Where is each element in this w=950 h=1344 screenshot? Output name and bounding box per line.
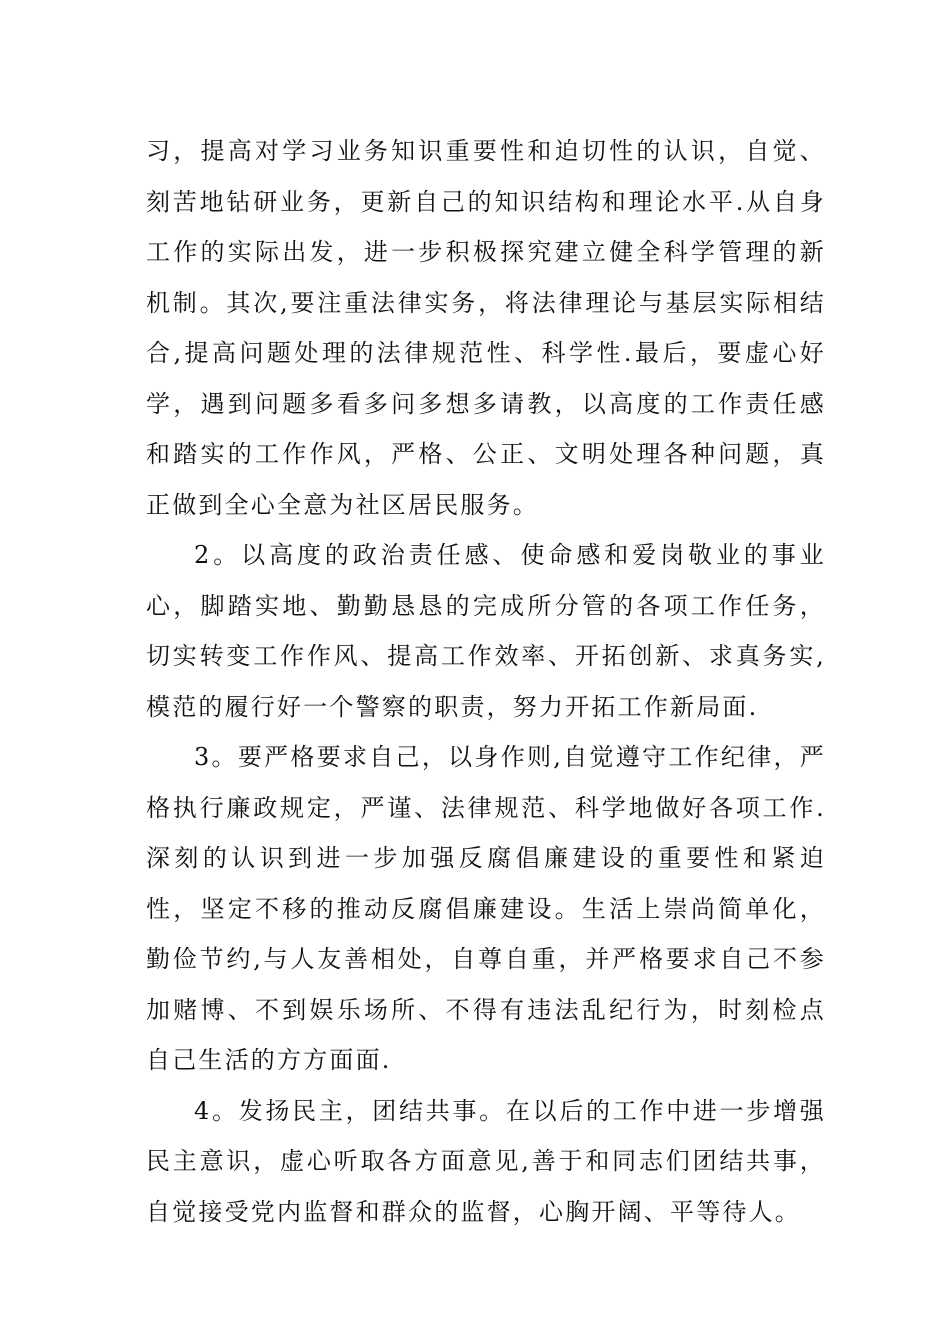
document-page — [146, 126, 826, 1237]
paragraph-item-2: 2。以高度的政治责任感、使命感和爱岗敬业的事业心，脚踏实地、勤勤恳恳的完成所分管的各项工作任务，切实转变工作作风、提高工作效率、开拓创新、求真务实,模范的履行好一个警察的职责，努力开拓工作新局面. — [146, 541, 826, 721]
paragraph-item-3: 3。要严格要求自己，以身作则,自觉遵守工作纪律，严格执行廉政规定，严谨、法律规范、科学地做好各项工作.深刻的认识到进一步加强反腐倡廉建设的重要性和紧迫性，坚定不移的推动反腐倡廉建设。生活上崇尚简单化，勤俭节约,与人友善相处，自尊自重，并严格要求自己不参加赌博、不到娱乐场所、不得有违法乱纪行为，时刻检点自己生活的方方面面. — [146, 743, 826, 1074]
paragraph-item-4: 4。发扬民主，团结共事。在以后的工作中进一步增强民主意识，虚心听取各方面意见,善于和同志们团结共事，自觉接受党内监督和群众的监督，心胸开阔、平等待人。 — [146, 1096, 826, 1226]
paragraph-continuation: 习，提高对学习业务知识重要性和迫切性的认识，自觉、刻苦地钻研业务，更新自己的知识结构和理论水平.从自身工作的实际出发，进一步积极探究建立健全科学管理的新机制。其次,要注重法律实务，将法律理论与基层实际相结合,提高问题处理的法律规范性、科学性.最后，要虚心好学，遇到问题多看多问多想多请教，以高度的工作责任感和踏实的工作作风，严格、公正、文明处理各种问题，真正做到全心全意为社区居民服务。 — [146, 137, 826, 519]
